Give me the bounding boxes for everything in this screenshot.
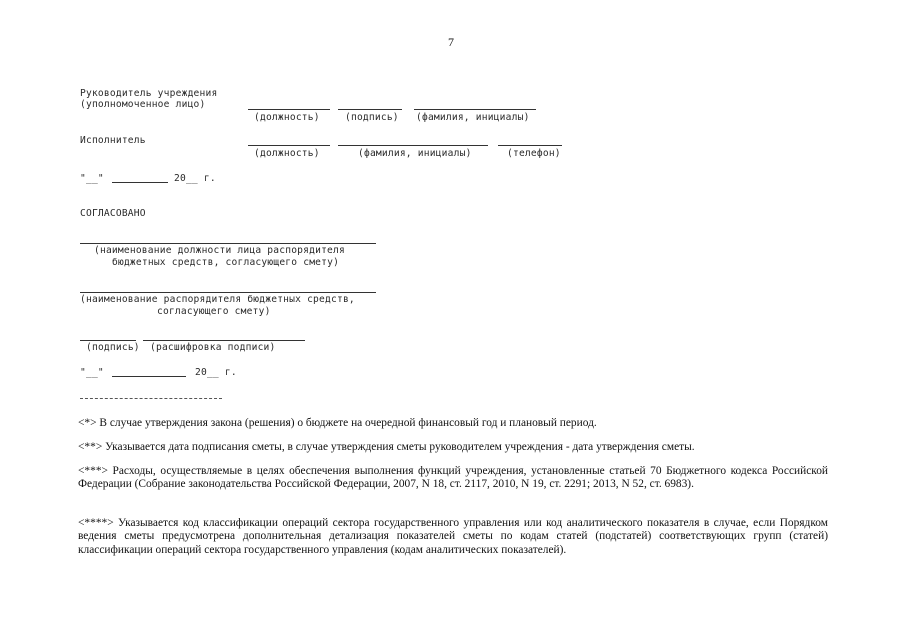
approved-title: СОГЛАСОВАНО [80,208,146,219]
footnote-4: <****> Указывается код классификации операций сектора государственного управления или код аналитического показателя в случае, если Порядком ведения сметы предусмотрена дополнительная детализация показателей сметы по кодам статей (подстатей) соответствующих групп (статей) классификации операций сектора государственного управления (кодам аналитических показателей). [78,517,828,556]
approved-org-caption-line1: (наименование распорядителя бюджетных средств, [80,294,355,305]
footnote-separator [80,398,222,399]
approved-manager-line [80,243,376,244]
footnote-2: <**> Указывается дата подписания сметы, в случае утверждения сметы руководителем учреждения - дата утверждения сметы. [78,441,695,453]
date2-month-line [112,376,186,377]
executor-phone-line [498,145,562,146]
date1-month-line [112,182,168,183]
executor-caption-phone: (телефон) [507,148,561,159]
footnote-1: <*> В случае утверждения закона (решения) о бюджете на очередной финансовый год и плановый период. [78,417,597,429]
approved-signature-line [80,340,136,341]
date2-year: 20__ г. [195,367,237,378]
date1-year: 20__ г. [174,173,216,184]
approved-caption-signature: (подпись) [86,342,140,353]
head-position-line [248,109,330,110]
approved-caption-decode: (расшифровка подписи) [150,342,276,353]
approved-org-caption-line2: согласующего смету) [157,306,271,317]
head-caption-signature: (подпись) [345,112,399,123]
head-caption-position: (должность) [254,112,320,123]
approved-org-line [80,292,376,293]
executor-position-line [248,145,330,146]
approved-manager-caption-line1: (наименование должности лица распорядителя [94,245,345,256]
approved-manager-caption-line2: бюджетных средств, согласующего смету) [112,257,340,268]
approved-decode-line [143,340,305,341]
page-number: 7 [448,35,454,49]
head-name-line [414,109,536,110]
date1-day: "__" [80,173,104,184]
executor-label: Исполнитель [80,135,146,146]
head-signature-line [338,109,402,110]
executor-caption-name: (фамилия, инициалы) [358,148,472,159]
footnote-3: <***> Расходы, осуществляемые в целях обеспечения выполнения функций учреждения, установленные статьей 70 Бюджетного кодекса Российской Федерации (Собрание законодательства Российской Федерации, 2007, N 18, ст. 2117, 2010, N 19, ст. 2291; 2013, N 52, ст. 6983). [78,465,828,491]
head-caption-name: (фамилия, инициалы) [416,112,530,123]
date2-day: "__" [80,367,104,378]
executor-caption-position: (должность) [254,148,320,159]
head-label-line2: (уполномоченное лицо) [80,99,206,110]
executor-name-line [338,145,488,146]
head-label-line1: Руководитель учреждения [80,88,218,99]
